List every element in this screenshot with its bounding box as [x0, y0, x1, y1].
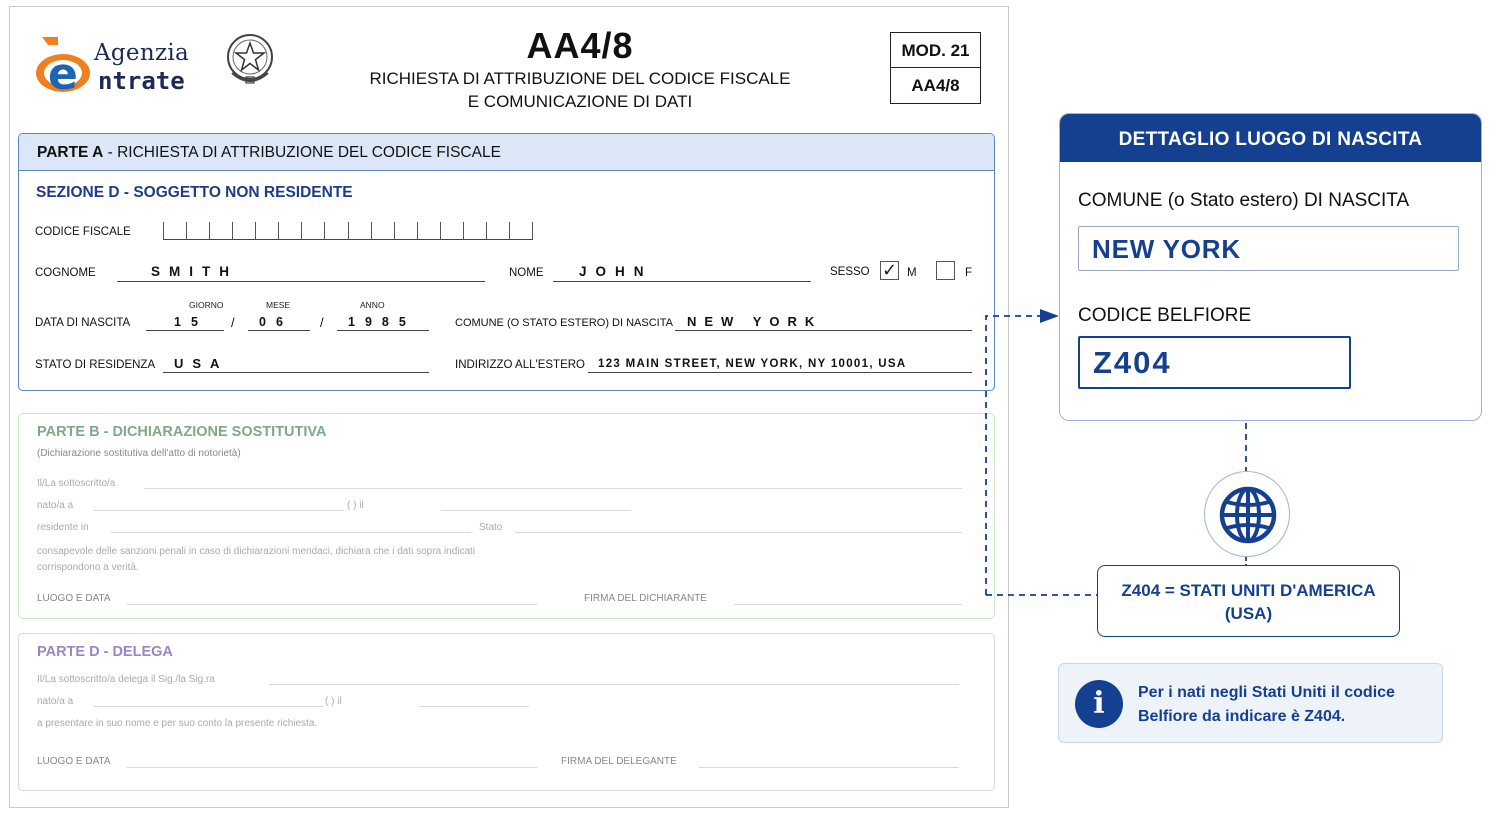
date-separator: / [231, 315, 235, 330]
globe-icon [1205, 472, 1291, 558]
sezione-d-heading: SEZIONE D - SOGGETTO NON RESIDENTE [36, 184, 353, 201]
mese-value: 06 [259, 315, 293, 329]
parte-a-heading-prefix: PARTE A [37, 144, 104, 161]
info-icon: i [1075, 680, 1123, 728]
parte-b-provincia-il: ( ) il [347, 500, 364, 511]
belfiore-result-line1: Z404 = STATI UNITI D'AMERICA [1121, 581, 1376, 600]
indirizzo-estero-value: 123 MAIN STREET, NEW YORK, NY 10001, USA [598, 358, 907, 370]
giorno-label: GIORNO [189, 300, 224, 310]
parte-b-nato-label: nato/a a [37, 500, 74, 511]
indirizzo-estero-label: INDIRIZZO ALL'ESTERO [455, 359, 585, 371]
parte-b-heading-prefix: PARTE B [37, 424, 100, 440]
globe-badge [1204, 471, 1290, 557]
parte-d-presentare-text: a presentare in suo nome e per suo conto la presente richiesta. [37, 718, 318, 729]
sesso-f-label: F [965, 267, 973, 279]
comune-nascita-label: COMUNE (O STATO ESTERO) DI NASCITA [455, 317, 673, 329]
detail-comune-label: COMUNE (o Stato estero) DI NASCITA [1078, 190, 1410, 211]
parte-b-subheading: (Dichiarazione sostitutiva dell'atto di notorietà) [37, 448, 241, 459]
stato-residenza-label: STATO DI RESIDENZA [35, 359, 156, 371]
sesso-m-label: M [907, 267, 917, 279]
nome-value: JOHN [579, 264, 653, 279]
model-code: AA4/8 [911, 76, 960, 95]
form-title: AA4/8 [526, 25, 634, 66]
anno-label: ANNO [360, 300, 385, 310]
anno-value: 1985 [348, 315, 416, 329]
parte-b-sottoscritto-label: Il/La sottoscritto/a [37, 478, 116, 489]
parte-b-consapevole-text: consapevole delle sanzioni penali in caso di dichiarazioni mendaci, dichiara che i dati sopra indicati [37, 546, 476, 557]
model-number: MOD. 21 [891, 33, 980, 68]
parte-d-nato-label: nato/a a [37, 696, 74, 707]
logo-text-agenzia: Agenzia [94, 40, 190, 66]
date-separator: / [320, 315, 324, 330]
info-note [1058, 663, 1443, 743]
nome-label: NOME [509, 267, 544, 279]
arrow-right-icon [1040, 309, 1059, 323]
detail-comune-field[interactable]: NEW YORK [1078, 226, 1459, 271]
checkmark-icon: ✓ [881, 260, 898, 280]
parte-b-luogo-data-label: LUOGO E DATA [37, 593, 111, 604]
parte-b-verita-text: corrispondono a verità. [37, 562, 139, 573]
parte-b-heading-text: - DICHIARAZIONE SOSTITUTIVA [99, 424, 327, 440]
data-nascita-label: DATA DI NASCITA [35, 317, 131, 329]
codice-belfiore-label: CODICE BELFIORE [1078, 305, 1252, 326]
parte-a-heading-text: - RICHIESTA DI ATTRIBUZIONE DEL CODICE FISCALE [103, 144, 501, 161]
parte-d-heading-prefix: PARTE D [37, 644, 100, 660]
detail-panel-title: DETTAGLIO LUOGO DI NASCITA [1060, 114, 1481, 162]
belfiore-result-line2: (USA) [1224, 604, 1273, 623]
belfiore-result-box [1097, 565, 1400, 637]
cognome-value: SMITH [151, 264, 238, 279]
comune-nascita-value: NEW YORK [687, 314, 823, 329]
info-note-text: Per i nati negli Stati Uniti il codice Belfiore da indicare è Z404. [1138, 684, 1395, 725]
parte-b-firma-label: FIRMA DEL DICHIARANTE [584, 593, 707, 604]
stato-residenza-value: USA [174, 356, 229, 371]
parte-b-residente-label: residente in [37, 522, 89, 533]
mese-label: MESE [266, 300, 291, 310]
birthplace-detail-panel [1059, 113, 1482, 421]
parte-d-provincia-il: ( ) il [325, 696, 342, 707]
cognome-label: COGNOME [35, 267, 96, 279]
codice-belfiore-field[interactable]: Z404 [1078, 336, 1351, 389]
giorno-value: 15 [174, 315, 208, 329]
parte-d-firma-label: FIRMA DEL DELEGANTE [561, 756, 677, 767]
parte-d-luogo-data-label: LUOGO E DATA [37, 756, 111, 767]
parte-d-delega-label: Il/La sottoscritto/a delega il Sig./la Sig.ra [37, 674, 215, 685]
parte-d-heading-text: - DELEGA [99, 644, 173, 660]
parte-b-stato-label: Stato [479, 522, 503, 533]
form-subtitle-line2: E COMUNICAZIONE DI DATI [467, 92, 693, 111]
svg-text:e: e [48, 49, 78, 95]
logo-text-entrate: ntrate [98, 67, 185, 95]
sesso-label: SESSO [830, 266, 870, 278]
codice-fiscale-label: CODICE FISCALE [35, 226, 131, 238]
form-subtitle-line1: RICHIESTA DI ATTRIBUZIONE DEL CODICE FISCALE [369, 69, 791, 88]
